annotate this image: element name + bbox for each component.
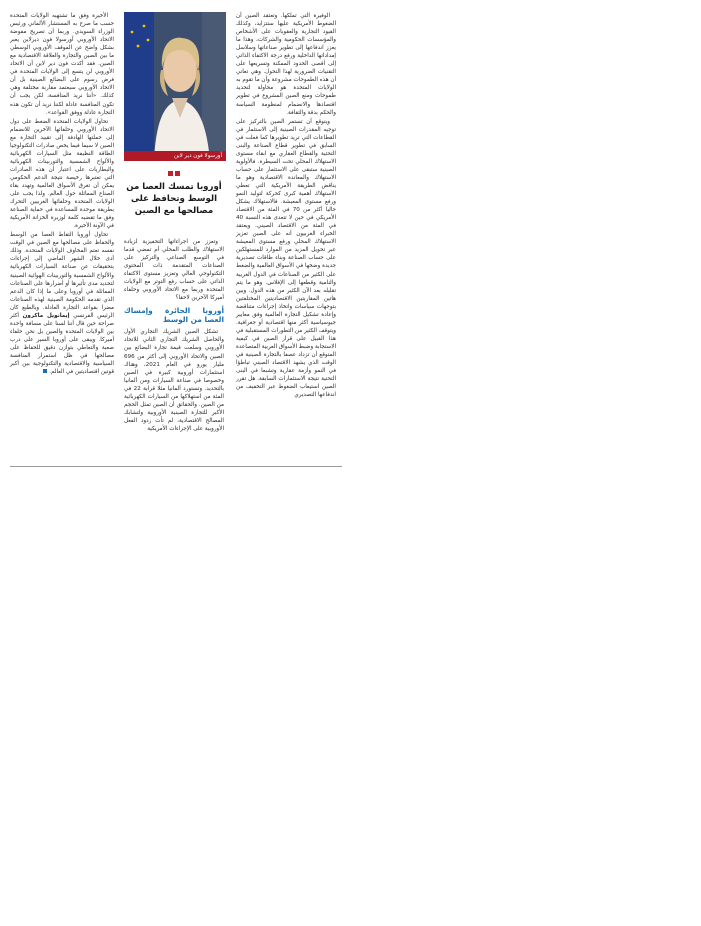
bottom-divider bbox=[10, 466, 342, 467]
pull-quote-text: أوروبا تمسك العصا من الوسط وتحافظ على مصالحها مع الصين bbox=[126, 182, 222, 216]
emphasized-name: إيمانويل ماكرون bbox=[22, 312, 70, 319]
paragraph: الوفيرة التي تملكها. وتعتقد الصين أن الضغوط الأمريكية عليها ستتزايد، وكذلك القيود التجارية والعقوبات على الأشخاص والمؤسسات الحكومية والشركات، وهذا ما يعزز اندفاعها إلى تطوير صناعاتها وسلاسل إمداداتها الداخلية ورفع درجة الاكتفاء الذاتي إلى أقصى الحدود الممكنة وتسريعها على التقنيات الضرورية لهذا التحول. وهي تعاني أن هذه الطموحات مشروعة وأن ما تقوم به الولايات المتحدة هو محاولة لتحديد طموحات ومنع الصين المشروع في تطوير اقتصادها والانضمام لمنظومة السياسة والحكم بدقة والثقافة. bbox=[236, 13, 336, 116]
article-column-left bbox=[10, 12, 114, 377]
paragraph-final bbox=[10, 231, 114, 376]
end-of-article-icon bbox=[43, 369, 47, 373]
pull-quote-marker bbox=[168, 171, 180, 177]
pull-quote bbox=[124, 171, 224, 217]
paragraph: الأخيرة وفق ما تشتهيه الولايات المتحدة حسب ما صرح به المستشار الألماني ورئيس الوزراء السويدي. وربما أن تصريح مفوضة الاتحاد الأوروبي أورسولا فون ديرلاين يعبر بشكل واضح عن الموقف الأوروبي الوسطي ما بين الصين والتجارة والعلاقة الاقتصادية مع الصين. فقد أكدت فون دير لاين أن الاتحاد الأوروبي لن يتسع إلى الولايات المتحدة في فرض رسوم على البضائع الصينية بل أن الاتحاد الأوروبي سيعتمد مقاربة مختلفة وهي كذلك. «أننا نريد المنافسة، لكن يجب أن تكون المنافسة عادلة لكننا نريد أن تكون هذه التجارة عادلة ووفق القواعد». bbox=[10, 13, 114, 116]
paragraph-text: تحاول أوروبا التقاط العصا من الوسط والحفاظ على مصالحها مع الصين في الوقت نفسه تعتم المخاوف الولايات المتحدة. وذلك أدى خلال الشهر الماضي إلى إجراءات بتحقيقات عن صناعة السيارات الكهربائية والألواح الشمسية والتوربينات الهوائية الصينية لتحديد مدى تأثيرها أو أضرارها على الصناعات المماثلة في أوروبا وعلى ما إذا كان الدعم الذي تقدمه الحكومة الصينية لهذه الصناعات مضرا بقواعد التجارة العادلة. وبالطبع كان الرئيس الفرنسي إيمانويل ماكرون أكثر صراحة حين قال أننا لسنا على مسافة واحدة بين الولايات المتحدة والصين بل نحن حلفاء أميركا. ويبقى على أوروبا السير على درب صعبة والتعاطي بتوازن دقيق للحفاظ على مصالحها في ظل استمرار المنافسة السياسية والاقتصادية والتكنولوجية بين أكبر قوتين اقتصاديتين في العالم. bbox=[10, 232, 114, 376]
article-column-right bbox=[236, 12, 336, 400]
paragraph: تحاول الولايات المتحدة الضغط على دول الاتحاد الأوروبي وحلفائها الآخرين للانضمام إلى حملتها الهادفة إلى تقييد التجارة مع الصين لا سيما فيما يخص صادرات التكنولوجيا الطاقة النظيفة مثل السيارات الكهربائية والألواح الشمسية والتوربينات الكهربائية والبطاريات على اعتبار أن هذه الصادرات التي تعتبرها رخيصة نتيجة الدعم الحكومي يمكن أن تغرق الأسواق العالمية وتهدد بقاء الصناع المماثلة حول العالم. ولذا يجب على الولايات المتحدة وحلفائها الغربيين التحرك بطريقة موحدة للمساعدة في حماية الصناعة وفق ما تقضيه كلمة لوزيرة الخزانة الأمريكية في الآونة الأخيرة. bbox=[10, 118, 114, 230]
section-heading: أوروبا الحائرة وإمساك العصا من الوسط bbox=[124, 306, 224, 325]
paragraph: تشكل الصين الشريك التجاري الأول والحاصل الشريك التجاري الثاني للاتحاد الأوروبي وسلعت قيمة تجارة البضائع بين الصين والاتحاد الأوروبي إلى أكثر من 696 مليار يورو في العام 2021، وهناك استثمارات أوروبية كبيرة في الصين وخصوصا في صناعة السيارات ومن ألمانيا بالتحديد. وتستورد ألمانيا مثلا قرابة 22 في المئة من استهلاكها من السيارات الكهربائية من الصين. والحقائق أن الصين تمثل الحجم الأكبر للتجارة الصينية الأوروبية ولتشابك المصالح الاقتصادية، لم تأت ردود الفعل الأوروبية على الإجراءات الأمريكية bbox=[124, 329, 224, 432]
paragraph: وتعزز من اجراءاتها التحفيزية لزيادة الاستهلاك والطلب المحلي أم تمضي قدما في التوسع الصناعي والتركيز على الصناعات المتقدمة ذات المحتوى التكنولوجي العالي وتعزيز مستوى الاكتفاء الذاتي على حساب رفع التوتر مع الولايات المتحدة وربما مع الاتحاد الأوروبي وحلفاء أميركا الآخرين لاحقا؟ bbox=[124, 239, 224, 302]
paragraph: ويتوقع أن تستمر الصين بالتركيز على توجيه المقدرات الصينية إلى الاستثمار في القطاعات التي تريد تطويرها كما فعلت في السابق في تطوير قطاع الصناعة والبنى التحتية والقطاع العقاري مع ابقاء مستوى الاستهلاك المحلي تحت السيطرة. فالأولوية الصينية ستبقى على الاستثمار على حساب الاستهلاك والمعاندة الاقتصادية وهو ما يناقض الطريقة الأمريكية التي تعطي الاستهلاك أهمية كبرى كحركة لتوليد النمو ورفع مستوى المعيشة. فالاستهلاك يشكل حاليا أكثر من 70 في المئة من الاقتصاد الأمريكي في حين لا تتعدى هذه النسبة 40 في المئة من الاقتصاد الصيني. ويعتقد الخبراء الغربيون أنه على الصين تعزيز الاستهلاك المحلي ورفع مستوى المعيشة عبر تحويل المزيد من الموارد للمستهلكين على حساب الصناعة وبناء طاقات تصديرية جديدة وضخها في الأسواق العالمية والضغط على الكثير من الصناعات في الدول الغربية والنامية وقطعها إلى الإفلاس. وهو ما يتم تقليله بعد الآن الكثير من هذه الدول. وبين هاتين المقاربتين الاقتصاديتين المختلفتين بتوجهات سياسات واتخاذ إجراءات متناقضة وإعادة تشكيل التجارة العالمية وفق معايير جيوسياسية أكثر منها اقتصادية أو جغرافية. ويتوقف الكثير من التطورات المستقبلية في هذا القبيل على قرار الصين في كيفية الاستجابة وضبط الأسواق العربية المتصاعدة المتوقع أن تزداد عصفا بالتجارة الصينية في الوقت الذي يشهد الاقتصاد الصيني تباطؤا في النمو وأزمة عقارية وتشبعا في البنى التحتية نتيجة الاستثمارات السابقة. هل تقرر الصين استيعاب الضغوط عبر التخفيف من اندفاعها التصديري bbox=[236, 118, 336, 399]
article-photo bbox=[124, 12, 226, 161]
article-column-middle bbox=[124, 238, 224, 434]
portrait-image bbox=[124, 12, 226, 161]
photo-caption: أورسولا فون دير لاين bbox=[124, 151, 226, 161]
